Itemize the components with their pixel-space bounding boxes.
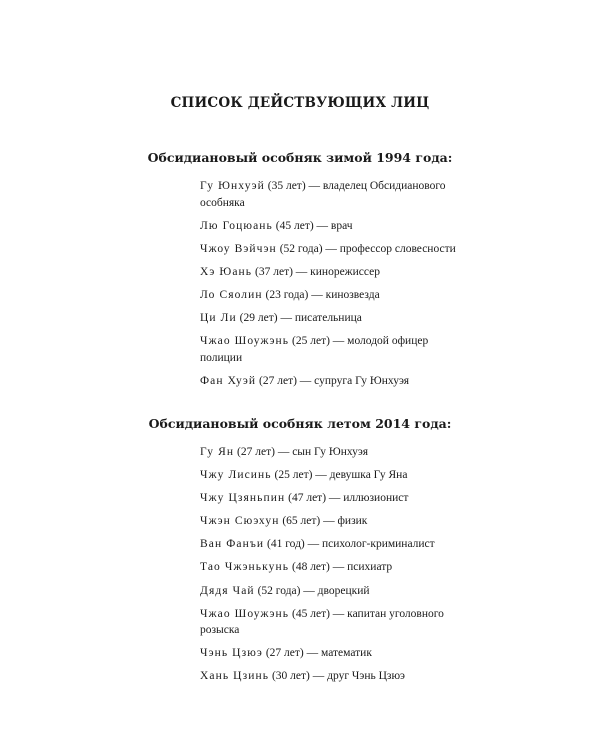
character-description: (25 лет) — молодой офицер полиции bbox=[200, 335, 429, 364]
character-name: Чжу Цзяньпин bbox=[200, 492, 286, 505]
cast-entry bbox=[200, 178, 465, 211]
character-description: (65 лет) — физик bbox=[279, 515, 368, 528]
character-description: (35 лет) — владелец Обсидианового особняка bbox=[200, 180, 446, 209]
character-name: Ци Ли bbox=[200, 312, 237, 325]
page-title: СПИСОК ДЕЙСТВУЮЩИХ ЛИЦ bbox=[170, 95, 430, 111]
cast-entry bbox=[200, 536, 465, 553]
cast-entry bbox=[200, 606, 465, 639]
character-name: Чжэн Сюэхун bbox=[200, 515, 280, 528]
cast-entry bbox=[200, 241, 465, 258]
character-name: Чэнь Цзюэ bbox=[200, 647, 263, 660]
cast-entry bbox=[200, 218, 465, 235]
cast-list-2014 bbox=[200, 444, 465, 692]
character-description: (47 лет) — иллюзионист bbox=[285, 492, 409, 505]
character-description: (30 лет) — друг Чэнь Цзюэ bbox=[269, 670, 405, 683]
character-description: (29 лет) — писательница bbox=[236, 312, 362, 325]
cast-entry bbox=[200, 444, 465, 461]
section-heading-2014: Обсидиановый особняк летом 2014 года: bbox=[148, 416, 452, 431]
character-name: Тао Чжэнькунь bbox=[200, 561, 290, 574]
character-name: Чжоу Вэйчэн bbox=[200, 242, 277, 255]
cast-entry bbox=[200, 583, 465, 600]
character-description: (45 лет) — врач bbox=[272, 219, 353, 232]
character-name: Чжу Лисинь bbox=[200, 469, 272, 482]
character-description: (52 года) — дворецкий bbox=[254, 584, 370, 597]
character-description: (27 лет) — математик bbox=[262, 647, 372, 660]
cast-entry bbox=[200, 668, 465, 685]
character-description: (27 лет) — супруга Гу Юнхуэя bbox=[256, 374, 410, 387]
cast-entry bbox=[200, 513, 465, 530]
cast-entry bbox=[200, 645, 465, 662]
character-name: Дядя Чай bbox=[200, 584, 255, 597]
character-name: Чжао Шоужэнь bbox=[200, 607, 290, 620]
cast-entry bbox=[200, 287, 465, 304]
character-description: (52 года) — профессор словесности bbox=[276, 242, 456, 255]
character-description: (41 год) — психолог-криминалист bbox=[264, 538, 435, 551]
cast-entry bbox=[200, 310, 465, 327]
character-name: Фан Хуэй bbox=[200, 374, 257, 387]
section-heading-1994: Обсидиановый особняк зимой 1994 года: bbox=[147, 150, 453, 165]
character-description: (27 лет) — сын Гу Юнхуэя bbox=[234, 446, 369, 458]
character-name: Гу Ян bbox=[200, 446, 235, 458]
character-description: (45 лет) — капитан уголовного розыска bbox=[200, 607, 444, 637]
character-description: (37 лет) — кинорежиссер bbox=[252, 265, 380, 278]
character-name: Гу Юнхуэй bbox=[200, 180, 265, 192]
character-name: Чжао Шоужэнь bbox=[200, 335, 290, 348]
character-name: Ван Фанъи bbox=[200, 538, 265, 551]
character-name: Хань Цзинь bbox=[200, 670, 270, 683]
character-name: Хэ Юань bbox=[200, 265, 253, 278]
character-name: Ло Сяолин bbox=[200, 288, 263, 301]
cast-list-1994 bbox=[200, 178, 465, 396]
character-description: (25 лет) — девушка Гу Яна bbox=[271, 469, 408, 482]
cast-entry bbox=[200, 559, 465, 576]
character-description: (23 года) — кинозвезда bbox=[262, 288, 380, 301]
cast-entry bbox=[200, 490, 465, 507]
cast-entry bbox=[200, 264, 465, 281]
cast-entry bbox=[200, 333, 465, 366]
cast-entry bbox=[200, 467, 465, 484]
character-name: Лю Гоцюань bbox=[200, 219, 273, 232]
cast-entry bbox=[200, 373, 465, 390]
character-description: (48 лет) — психиатр bbox=[289, 561, 393, 574]
